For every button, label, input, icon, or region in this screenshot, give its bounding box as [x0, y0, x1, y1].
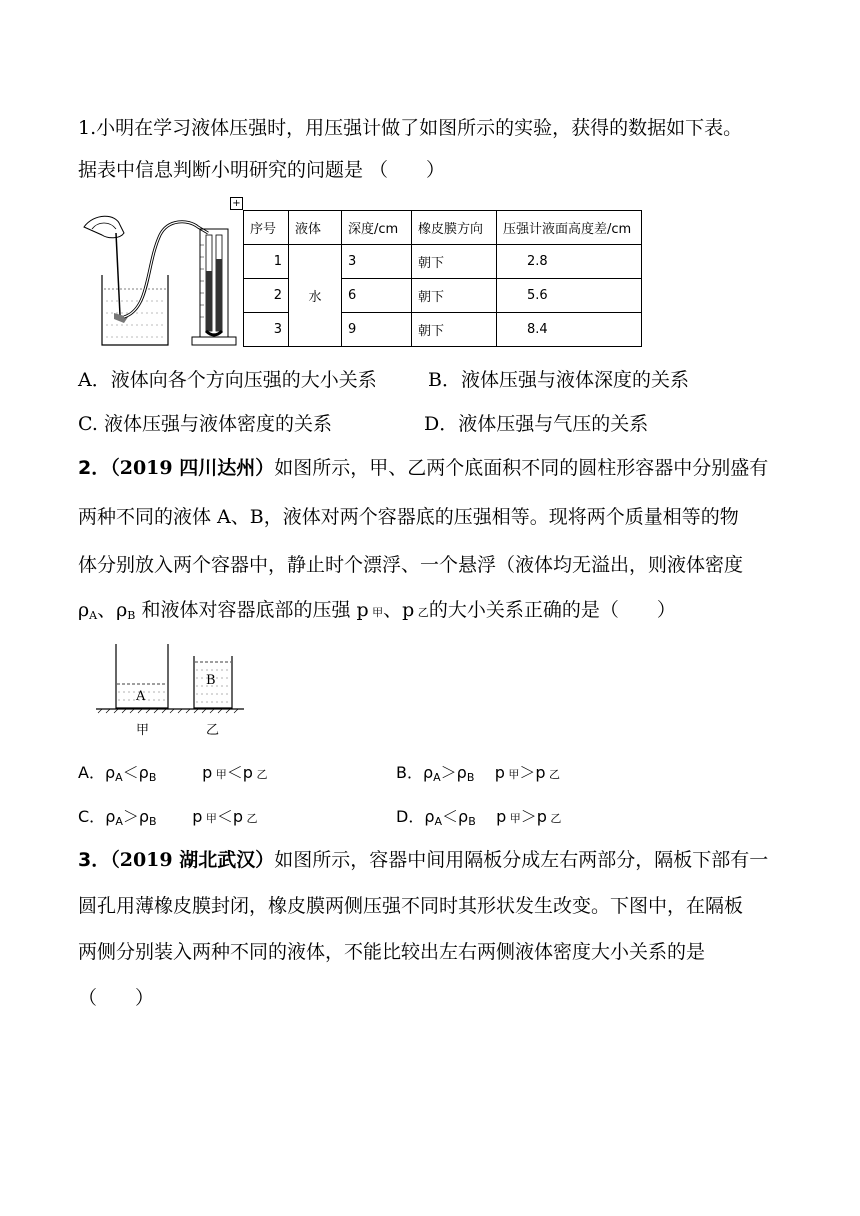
q3-line2: 圆孔用薄橡皮膜封闭，橡皮膜两侧压强不同时其形状发生改变。下图中，在隔板: [78, 895, 744, 917]
q2-option-a: A．$\rho_A<\rho_B$ p 甲＜p 乙: [78, 763, 268, 784]
q1-line1: 1.小明在学习液体压强时，用压强计做了如图所示的实验，获得的数据如下表。: [78, 117, 743, 139]
q2-option-c: C．$\rho_A>\rho_B$ p 甲＜p 乙: [78, 807, 258, 828]
q2-line2: 两种不同的液体 A、B，液体对两个容器底的压强相等。现将两个质量相等的物: [78, 506, 739, 528]
table-move-handle[interactable]: +: [230, 197, 243, 210]
table-cell: 2: [244, 279, 289, 313]
pressure-gauge-figure: [80, 205, 240, 355]
table-cell: 2.8: [497, 245, 642, 279]
table-header: 序号: [244, 211, 289, 245]
q1-line2: 据表中信息判断小明研究的问题是 （ ）: [78, 159, 446, 181]
q3-line3: 两侧分别装入两种不同的液体，不能比较出左右两侧液体密度大小关系的是: [78, 941, 706, 963]
q3-text1: 如图所示，容器中间用隔板分成左右两部分，隔板下部有一: [274, 849, 769, 871]
table-header-row: [244, 211, 642, 245]
containers-figure: [96, 640, 244, 740]
table-cell: 1: [244, 245, 289, 279]
table-cell: 5.6: [497, 279, 642, 313]
table-header: 压强计液面高度差/cm: [497, 211, 642, 245]
q2-option-d: D．$\rho_A<\rho_B$ p 甲＞p 乙: [396, 807, 562, 828]
q1-option-d: D．液体压强与气压的关系: [424, 413, 649, 435]
table-cell: 朝下: [412, 279, 497, 313]
q2-text4: 和液体对容器底部的压强 p: [141, 599, 369, 621]
q2-line3: 体分别放入两个容器中，静止时个漂浮、一个悬浮（液体均无溢出，则液体密度: [78, 554, 744, 576]
data-table: [243, 210, 642, 347]
q2-number: 2．: [78, 457, 111, 479]
table-header: 深度/cm: [342, 211, 412, 245]
table-header: 橡皮膜方向: [412, 211, 497, 245]
q2-source: （2019 四川达州）: [110, 457, 275, 479]
q2-text1: 如图所示，甲、乙两个底面积不同的圆柱形容器中分别盛有: [274, 457, 769, 479]
q1-option-b: B．液体压强与液体深度的关系: [428, 369, 689, 391]
q2-line4: $\rho_A$、$\rho_B$ 和液体对容器底部的压强 p 甲、p 乙的大小关系正确的是（ ）: [78, 599, 676, 622]
table-cell: 8.4: [497, 313, 642, 347]
q1-option-c: C. 液体压强与液体密度的关系: [78, 413, 332, 435]
table-cell: 朝下: [412, 313, 497, 347]
table-cell: 3: [244, 313, 289, 347]
table-header: 液体: [289, 211, 342, 245]
table-cell: 6: [342, 279, 412, 313]
q1-option-a: A．液体向各个方向压强的大小关系: [78, 369, 377, 391]
table-cell-liquid: 水: [289, 245, 342, 347]
q3-source: （2019 湖北武汉）: [110, 849, 275, 871]
table-cell: 3: [342, 245, 412, 279]
label-jia: 甲: [136, 723, 150, 738]
table-cell: 朝下: [412, 245, 497, 279]
q3-line1: [78, 848, 768, 872]
table-row: [244, 245, 642, 279]
q2-line1: [78, 456, 768, 480]
q2-option-b: B．$\rho_A>\rho_B$ p 甲＞p 乙: [396, 763, 561, 784]
label-yi: 乙: [206, 723, 220, 738]
q2-text4-end: 的大小关系正确的是（ ）: [428, 599, 676, 621]
liquid-a-label: A: [136, 689, 146, 704]
table-cell: 9: [342, 313, 412, 347]
q3-line4: （ ）: [78, 987, 155, 1009]
liquid-b-label: B: [206, 673, 216, 688]
q3-number: 3．: [78, 849, 111, 871]
